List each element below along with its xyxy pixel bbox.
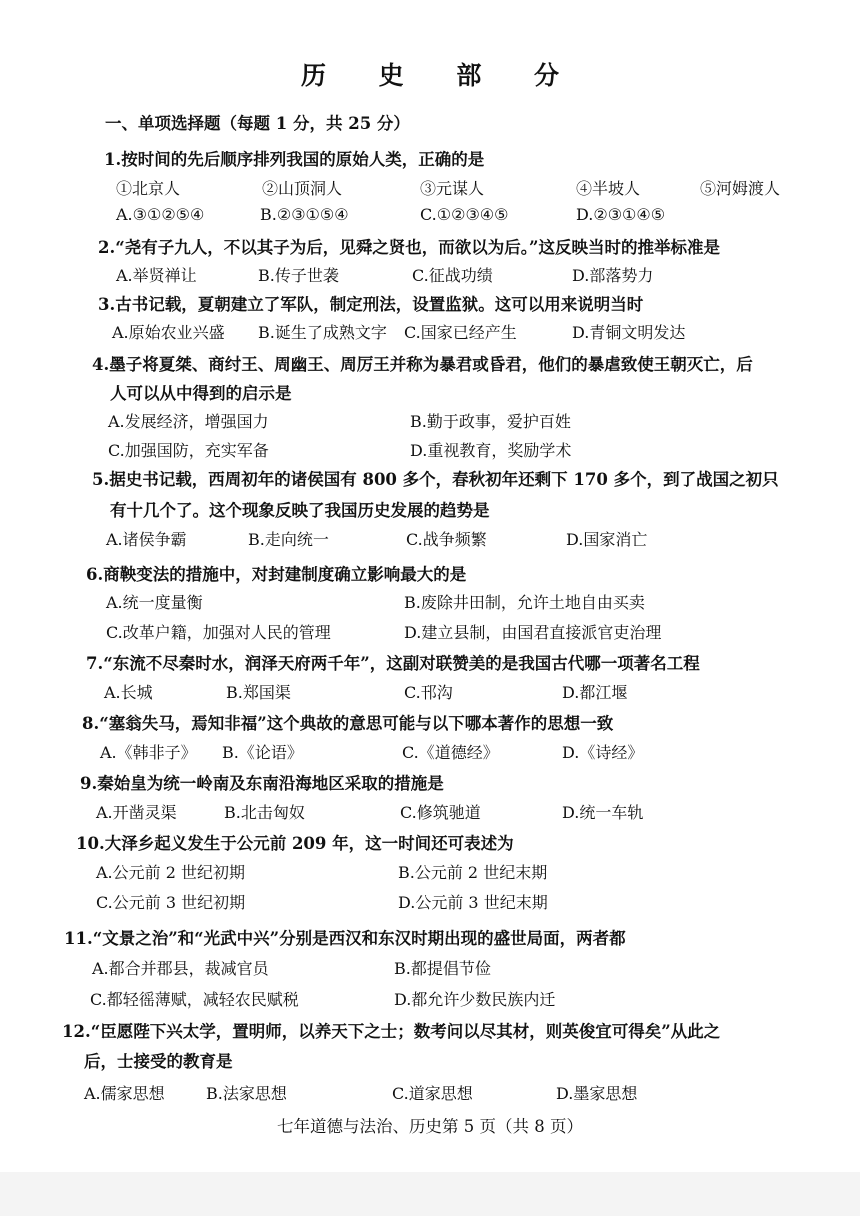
option-b: B.传子世袭 bbox=[258, 266, 339, 285]
question-stem: 5.据史书记载，西周初年的诸侯国有 800 多个，春秋初年还剩下 170 多个，到了战国之初只 bbox=[92, 470, 779, 489]
option-b: B.勤于政事，爱护百姓 bbox=[410, 412, 571, 431]
option-d: D.部落势力 bbox=[572, 266, 654, 285]
option-a: A.③①②⑤④ bbox=[116, 205, 205, 224]
option-d: D.重视教育，奖励学术 bbox=[410, 441, 572, 460]
question-stem: 2.“尧有子九人，不以其子为后，见舜之贤也，而欲以为后。”这反映当时的推举标准是 bbox=[98, 238, 720, 257]
option-a: A.开凿灵渠 bbox=[96, 803, 177, 822]
option-c: C.邗沟 bbox=[404, 683, 453, 702]
question-stem: 4.墨子将夏桀、商纣王、周幽王、周厉王并称为暴君或昏君，他们的暴虐致使王朝灭亡，后 bbox=[92, 355, 753, 374]
question-stem: 有十几个了。这个现象反映了我国历史发展的趋势是 bbox=[110, 501, 490, 520]
option-c: C.加强国防，充实军备 bbox=[108, 441, 269, 460]
option-b: B.公元前 2 世纪末期 bbox=[398, 863, 548, 882]
option-d: D.都江堰 bbox=[562, 683, 628, 702]
question-stem: 7.“东流不尽秦时水，润泽天府两千年”，这副对联赞美的是我国古代哪一项著名工程 bbox=[86, 654, 700, 673]
option-a: A.长城 bbox=[104, 683, 153, 702]
question-stem: 8.“塞翁失马，焉知非福”这个典故的意思可能与以下哪本著作的思想一致 bbox=[82, 714, 614, 733]
option-d: D.建立县制，由国君直接派官吏治理 bbox=[404, 623, 662, 642]
option-b: B.法家思想 bbox=[206, 1084, 287, 1103]
page-footer: 七年道德与法治、历史第 5 页（共 8 页） bbox=[277, 1117, 583, 1136]
option-d: D.国家消亡 bbox=[566, 530, 648, 549]
option-c: C.公元前 3 世纪初期 bbox=[96, 893, 246, 912]
option-c: C.国家已经产生 bbox=[404, 323, 517, 342]
option-c: C.道家思想 bbox=[392, 1084, 473, 1103]
option-d: D.《诗经》 bbox=[562, 743, 644, 762]
option-a: A.统一度量衡 bbox=[106, 593, 203, 612]
option-c: C.都轻徭薄赋，减轻农民赋税 bbox=[90, 990, 299, 1009]
option-a: A.举贤禅让 bbox=[116, 266, 197, 285]
question-item: ⑤河姆渡人 bbox=[700, 179, 781, 198]
option-b: B.都提倡节俭 bbox=[394, 959, 491, 978]
option-d: D.统一车轨 bbox=[562, 803, 644, 822]
scan-margin bbox=[0, 1172, 860, 1216]
option-d: D.墨家思想 bbox=[556, 1084, 638, 1103]
question-stem: 后，士接受的教育是 bbox=[84, 1052, 233, 1071]
option-a: A.都合并郡县，裁减官员 bbox=[92, 959, 269, 978]
option-d: D.公元前 3 世纪末期 bbox=[398, 893, 548, 912]
option-a: A.儒家思想 bbox=[84, 1084, 165, 1103]
option-c: C.修筑驰道 bbox=[400, 803, 481, 822]
option-a: A.《韩非子》 bbox=[100, 743, 197, 762]
question-item: ②山顶洞人 bbox=[262, 179, 343, 198]
question-stem: 1.按时间的先后顺序排列我国的原始人类，正确的是 bbox=[104, 150, 485, 169]
option-b: B.郑国渠 bbox=[226, 683, 291, 702]
option-b: B.诞生了成熟文字 bbox=[258, 323, 387, 342]
option-c: C.改革户籍，加强对人民的管理 bbox=[106, 623, 331, 642]
option-a: A.发展经济，增强国力 bbox=[108, 412, 269, 431]
question-stem: 12.“臣愿陛下兴太学，置明师，以养天下之士；数考问以尽其材，则英俊宜可得矣”从此之 bbox=[62, 1022, 721, 1041]
option-d: D.②③①④⑤ bbox=[576, 205, 666, 224]
question-stem: 3.古书记载，夏朝建立了军队，制定刑法，设置监狱。这可以用来说明当时 bbox=[98, 295, 644, 314]
option-c: C.战争频繁 bbox=[406, 530, 487, 549]
section-heading: 一、单项选择题（每题 1 分，共 25 分） bbox=[105, 114, 410, 133]
question-stem: 10.大泽乡起义发生于公元前 209 年，这一时间还可表述为 bbox=[76, 834, 514, 853]
question-stem: 6.商鞅变法的措施中，对封建制度确立影响最大的是 bbox=[86, 565, 467, 584]
option-c: C.①②③④⑤ bbox=[420, 205, 509, 224]
option-c: C.《道德经》 bbox=[402, 743, 499, 762]
option-b: B.废除井田制，允许土地自由买卖 bbox=[404, 593, 645, 612]
option-b: B.②③①⑤④ bbox=[260, 205, 349, 224]
option-a: A.诸侯争霸 bbox=[106, 530, 187, 549]
option-a: A.原始农业兴盛 bbox=[112, 323, 225, 342]
question-item: ①北京人 bbox=[116, 179, 181, 198]
question-item: ③元谋人 bbox=[420, 179, 485, 198]
option-b: B.《论语》 bbox=[222, 743, 303, 762]
option-c: C.征战功绩 bbox=[412, 266, 493, 285]
option-d: D.都允许少数民族内迁 bbox=[394, 990, 556, 1009]
question-stem: 11.“文景之治”和“光武中兴”分别是西汉和东汉时期出现的盛世局面，两者都 bbox=[64, 929, 626, 948]
question-item: ④半坡人 bbox=[576, 179, 641, 198]
page-title: 历 史 部 分 bbox=[300, 61, 582, 90]
question-stem: 人可以从中得到的启示是 bbox=[110, 384, 292, 403]
option-a: A.公元前 2 世纪初期 bbox=[96, 863, 245, 882]
option-b: B.走向统一 bbox=[248, 530, 329, 549]
option-d: D.青铜文明发达 bbox=[572, 323, 686, 342]
option-b: B.北击匈奴 bbox=[224, 803, 305, 822]
question-stem: 9.秦始皇为统一岭南及东南沿海地区采取的措施是 bbox=[80, 774, 444, 793]
